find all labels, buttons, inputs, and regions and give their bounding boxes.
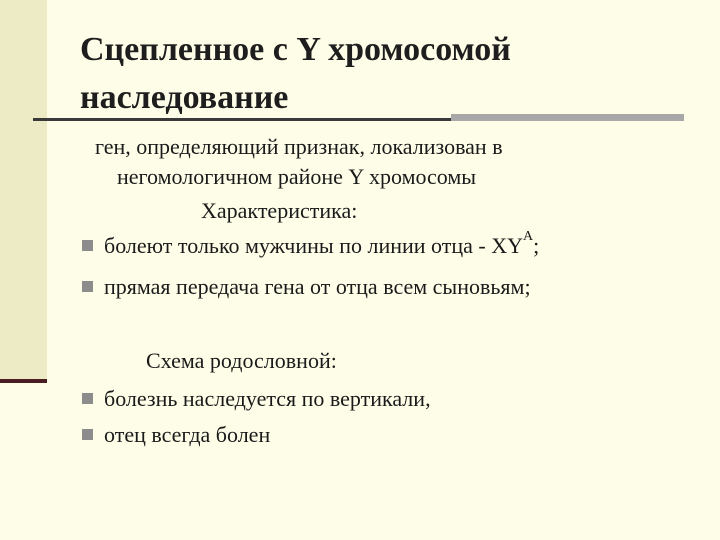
intro-line-1: ген, определяющий признак, локализован в	[95, 134, 503, 159]
bullet-square-icon	[82, 240, 93, 251]
characteristics-heading: Характеристика:	[201, 198, 358, 223]
title-line-1: Сцепленное с Y хромосомой	[80, 31, 511, 68]
bullet-square-icon	[82, 393, 93, 404]
bullet-square-icon	[82, 429, 93, 440]
bullet-text-1	[104, 229, 540, 259]
title-underline-gray	[451, 114, 684, 121]
title-line-2: наследование	[80, 79, 289, 116]
bullet-1-end: ;	[533, 233, 540, 258]
bullet-1-superscript: A	[523, 229, 534, 244]
bullet-1-main: болеют только мужчины по линии отца - XY	[104, 233, 524, 258]
pedigree-heading: Схема родословной:	[146, 348, 337, 373]
bullet-text-4: отец всегда болен	[104, 422, 271, 447]
title-underline-dark	[33, 118, 451, 121]
slide-title	[80, 26, 680, 122]
intro-line-2: негомологичном районе Y хромосомы	[117, 164, 477, 189]
bullet-text-2: прямая передача гена от отца всем сыновьям;	[104, 274, 531, 299]
bullet-text-3: болезнь наследуется по вертикали,	[104, 386, 431, 411]
left-decorative-bar	[0, 0, 47, 379]
left-bar-accent-line	[0, 379, 47, 383]
bullet-square-icon	[82, 281, 93, 292]
